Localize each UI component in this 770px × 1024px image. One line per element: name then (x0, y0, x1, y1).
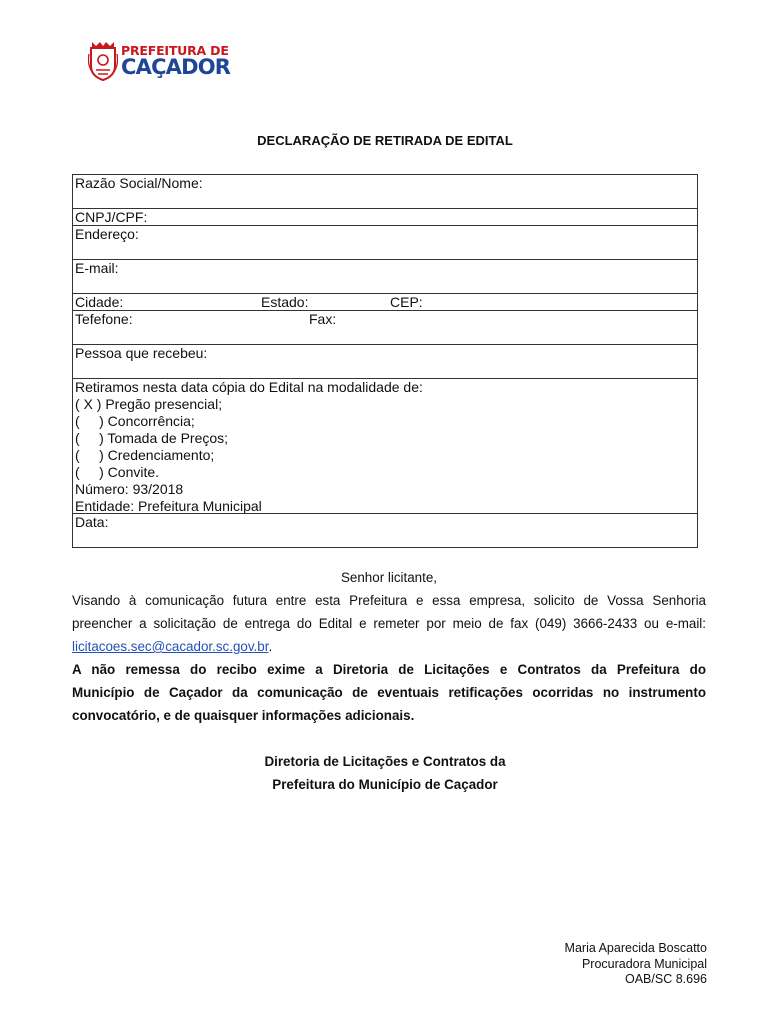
modalidade-intro: Retiramos nesta data cópia do Edital na modalidade de: (75, 379, 423, 395)
pessoa-label: Pessoa que recebeu: (75, 345, 208, 361)
option-concorrencia[interactable] (75, 413, 697, 430)
option-pregao[interactable] (75, 396, 697, 413)
form-row-telefone[interactable] (73, 310, 697, 344)
cnpj-label: CNPJ/CPF: (75, 209, 148, 225)
notice-line2: Município de Caçador da comunicação de eventuais retificações ocorridas no instrumento (72, 685, 706, 700)
entidade-text: Entidade: Prefeitura Municipal (75, 498, 262, 514)
signature-line2: Prefeitura do Município de Caçador (272, 777, 498, 792)
email-line (72, 635, 706, 658)
estado-label: Estado: (261, 294, 309, 310)
footer-role: Procuradora Municipal (581, 956, 707, 971)
greeting: Senhor licitante, (340, 570, 438, 585)
logo-line1: PREFEITURA DE (121, 43, 229, 58)
endereco-label: Endereço: (75, 226, 139, 242)
form-row-cidade[interactable] (73, 293, 697, 310)
form-row-endereco[interactable] (73, 225, 697, 259)
email-link[interactable]: licitacoes.sec@cacador.sc.gov.br (72, 639, 269, 654)
option-mark: ( ) (75, 464, 104, 480)
data-label: Data: (75, 514, 109, 530)
footer-name: Maria Aparecida Boscatto (564, 941, 707, 955)
form-row-pessoa[interactable] (73, 344, 697, 378)
razao-label: Razão Social/Nome: (75, 175, 203, 191)
form-row-modalidade (73, 378, 697, 513)
declaration-form (72, 174, 698, 548)
option-label: Pregão presencial; (105, 396, 223, 412)
telefone-label: Tefefone: (75, 311, 133, 327)
form-row-email[interactable] (73, 259, 697, 293)
cep-label: CEP: (390, 294, 423, 310)
document-title: DECLARAÇÃO DE RETIRADA DE EDITAL (257, 133, 513, 148)
option-label: Credenciamento; (107, 447, 215, 463)
notice-line1: A não remessa do recibo exime a Diretoria de Licitações e Contratos da Prefeitura do (72, 662, 706, 677)
option-mark: ( ) (75, 430, 104, 446)
footer-oab: OAB/SC 8.696 (625, 972, 707, 986)
option-convite[interactable] (75, 464, 697, 481)
option-tomada-precos[interactable] (75, 430, 697, 447)
paragraph-line1: Visando à comunicação futura entre esta Prefeitura e essa empresa, solicito de Vossa Senhoria (72, 593, 706, 608)
option-label: Convite. (107, 464, 160, 480)
footer-signatory (565, 941, 707, 988)
form-row-razao[interactable] (73, 175, 697, 208)
numero-text: Número: 93/2018 (75, 481, 184, 497)
fax-label: Fax: (309, 311, 337, 327)
option-mark: ( ) (75, 447, 104, 463)
prefeitura-logo (88, 40, 231, 84)
option-mark: ( ) (75, 413, 104, 429)
option-label: Concorrência; (107, 413, 195, 429)
paragraph-line2: preencher a solicitação de entrega do Edital e remeter por meio de fax (049) 3666-2433 ou e-mail: (72, 616, 706, 631)
signature-line1: Diretoria de Licitações e Contratos da (264, 754, 506, 769)
email-period: . (268, 639, 273, 654)
form-row-cnpj[interactable] (73, 208, 697, 225)
option-credenciamento[interactable] (75, 447, 697, 464)
coat-of-arms-icon (88, 40, 118, 82)
notice-line3: convocatório, e de quaisquer informações adicionais. (72, 708, 415, 723)
cidade-label: Cidade: (75, 294, 124, 310)
form-row-data[interactable] (73, 513, 697, 547)
email-label: E-mail: (75, 260, 119, 276)
option-mark: ( X ) (75, 396, 102, 412)
option-label: Tomada de Preços; (107, 430, 229, 446)
logo-line2: CAÇADOR (121, 55, 231, 79)
